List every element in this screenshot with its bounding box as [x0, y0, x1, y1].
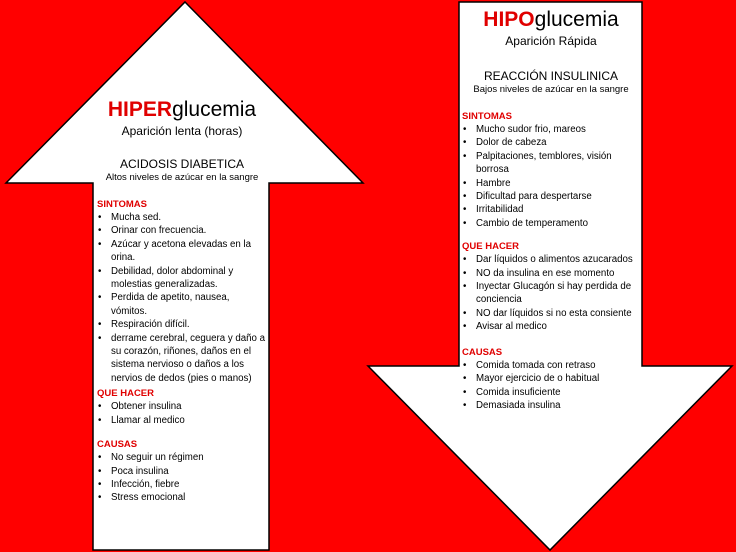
hipo-que-hacer-item: • Inyectar Glucagón si hay perdida de conciencia [462, 280, 640, 307]
hiper-causas-label: CAUSAS [97, 439, 138, 451]
hiper-title-bold: HIPER [107, 98, 173, 121]
hipo-que-hacer-item: • Dar líquidos o alimentos azucarados [462, 253, 640, 266]
hipo-causas-item: • Comida tomada con retraso [462, 359, 640, 372]
hipo-panel [462, 8, 640, 412]
hipo-title-bold: HIPO [483, 8, 535, 31]
hipo-sintomas-item: • Mucho sudor frio, mareos [462, 123, 640, 136]
hiper-sintomas-item: • Orinar con frecuencia. [97, 224, 267, 237]
hipo-sintomas-item: • Cambio de temperamento [462, 217, 640, 230]
hipo-que-hacer-item: • NO da insulina en ese momento [462, 267, 640, 280]
hipo-causas-list [462, 359, 640, 413]
hiper-causas-item: • No seguir un régimen [97, 451, 267, 464]
hipo-sintomas-item: • Irritabilidad [462, 203, 640, 216]
hipo-causas-label: CAUSAS [462, 346, 503, 358]
hiper-sintomas-label: SINTOMAS [97, 199, 147, 210]
hipo-sintomas-item: • Dolor de cabeza [462, 136, 640, 149]
hipo-heading: REACCIÓN INSULINICA [483, 69, 619, 83]
hiper-causas-item: • Stress emocional [97, 491, 267, 504]
hiper-que-hacer-label: QUE HACER [97, 388, 155, 400]
hiper-causas-item: • Infección, fiebre [97, 478, 267, 491]
hipo-sintomas-item: • Palpitaciones, temblores, visión borrosa [462, 150, 640, 177]
hiper-sintomas-item: • Perdida de apetito, nausea, vómitos. [97, 291, 267, 318]
hiper-sintomas-item: • derrame cerebral, ceguera y daño a su corazón, riñones, daños en el sistema nervioso o daños a los nervios de dedos (pies o manos) [97, 332, 267, 386]
hiper-title-rest: glucemia [172, 98, 257, 121]
hipo-title [462, 8, 640, 32]
hiper-sintomas-item: • Azúcar y acetona elevadas en la orina. [97, 238, 267, 265]
hipo-sintomas-item: • Hambre [462, 177, 640, 190]
hiper-sintomas-list [97, 211, 267, 385]
hipo-causas-item: • Mayor ejercicio de o habitual [462, 372, 640, 385]
hipo-que-hacer-label: QUE HACER [462, 241, 520, 253]
hipo-causas-item: • Comida insuficiente [462, 386, 640, 399]
hiper-que-hacer-item: • Llamar al medico [97, 414, 267, 427]
hiper-causas-list [97, 451, 267, 505]
hipo-que-hacer-item: • NO dar líquidos si no esta consiente [462, 307, 640, 320]
hipo-title-rest: glucemia [534, 8, 619, 31]
hiper-description: Altos niveles de azúcar en la sangre [105, 172, 259, 183]
hiper-que-hacer-list [97, 400, 267, 427]
hiper-sintomas-item: • Mucha sed. [97, 211, 267, 224]
hiper-subtitle: Aparición lenta (horas) [121, 124, 243, 138]
hiper-title [97, 98, 267, 122]
hipo-sintomas-list [462, 123, 640, 230]
hipo-sintomas-item: • Dificultad para despertarse [462, 190, 640, 203]
hiper-que-hacer-item: • Obtener insulina [97, 400, 267, 413]
hiper-sintomas-item: • Debilidad, dolor abdominal y molestias generalizadas. [97, 265, 267, 292]
hipo-sintomas-label: SINTOMAS [462, 111, 512, 122]
hiper-sintomas-item: • Respiración difícil. [97, 318, 267, 331]
hiper-panel [97, 98, 267, 505]
hipo-description: Bajos niveles de azúcar en la sangre [473, 84, 629, 95]
hipo-que-hacer-list [462, 253, 640, 333]
hipo-causas-item: • Demasiada insulina [462, 399, 640, 412]
hiper-heading: ACIDOSIS DIABETICA [119, 157, 245, 171]
hiper-causas-item: • Poca insulina [97, 465, 267, 478]
hipo-que-hacer-item: • Avisar al medico [462, 320, 640, 333]
hipo-subtitle: Aparición Rápida [505, 34, 597, 48]
